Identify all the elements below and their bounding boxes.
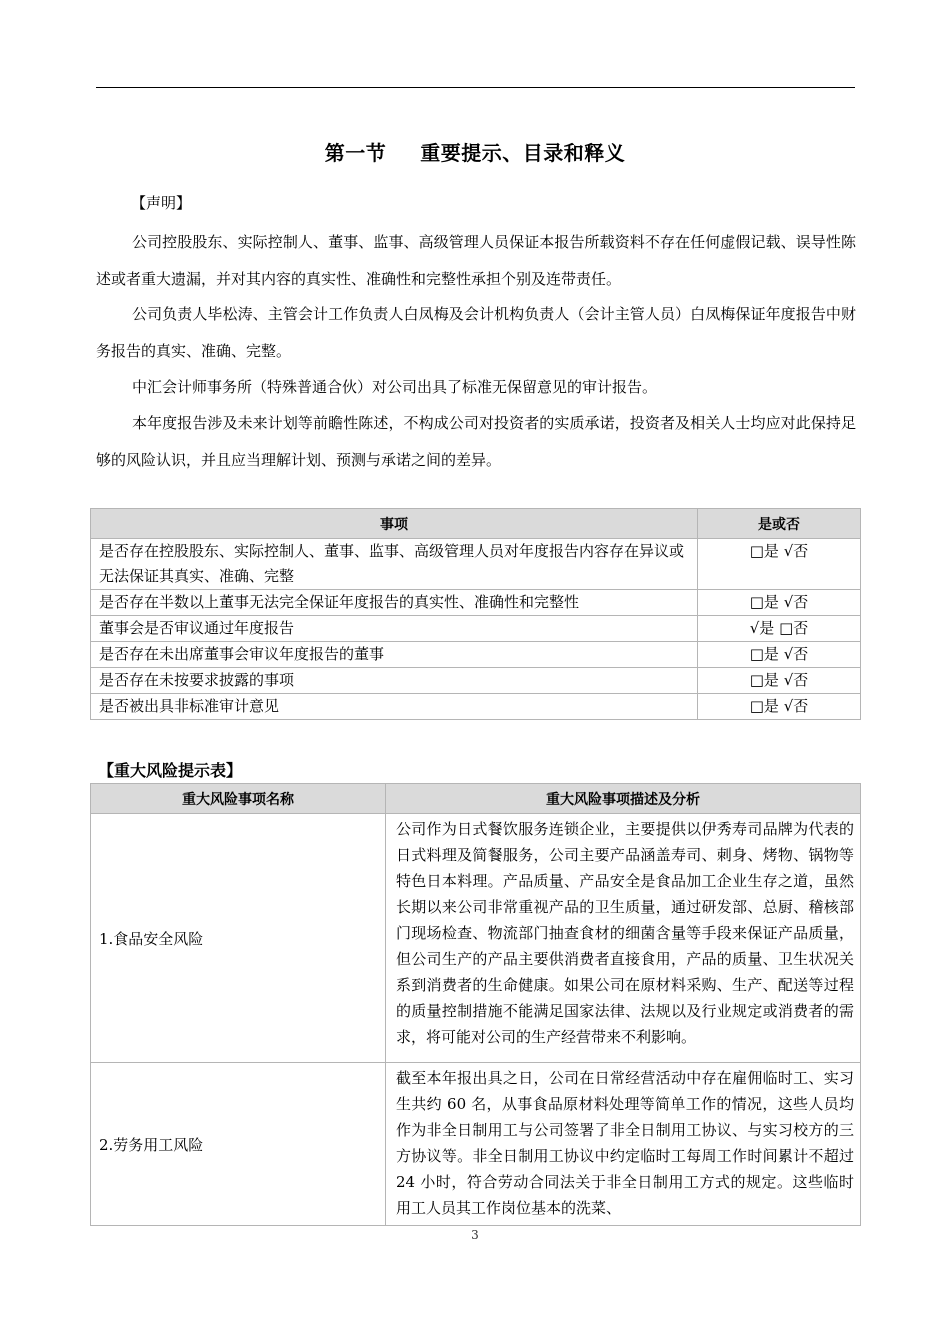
paragraph-guarantee: 公司控股股东、实际控制人、董事、监事、高级管理人员保证本报告所载资料不存在任何虚假记载、误导性陈述或者重大遗漏，并对其内容的真实性、准确性和完整性承担个别及连带责任。: [96, 233, 856, 288]
matters-header-item: 事项: [91, 509, 698, 539]
risk-table: [90, 783, 861, 1226]
matters-answer: □是 √否: [698, 590, 861, 616]
matters-table-header: [91, 509, 861, 539]
section-title: [0, 137, 950, 166]
matters-item: 是否存在半数以上董事无法完全保证年度报告的真实性、准确性和完整性: [91, 590, 698, 616]
matters-header-answer: 是或否: [698, 509, 861, 539]
risk-name: 1.食品安全风险: [91, 814, 386, 1063]
paragraph-forward-looking: 本年度报告涉及未来计划等前瞻性陈述，不构成公司对投资者的实质承诺，投资者及相关人士均应对此保持足够的风险认识，并且应当理解计划、预测与承诺之间的差异。: [96, 414, 856, 469]
table-row: [91, 539, 861, 590]
risk-table-header: [91, 784, 861, 814]
risk-header-description: 重大风险事项描述及分析: [386, 784, 861, 814]
section-title-text: 重要提示、目录和释义: [420, 141, 626, 165]
matters-item: 是否被出具非标准审计意见: [91, 694, 698, 720]
risk-header-name: 重大风险事项名称: [91, 784, 386, 814]
paragraph-responsible-persons: 公司负责人毕松涛、主管会计工作负责人白凤梅及会计机构负责人（会计主管人员）白凤梅保证年度报告中财务报告的真实、准确、完整。: [96, 305, 856, 360]
table-row: [91, 694, 861, 720]
table-row: [91, 814, 861, 1063]
table-row: [91, 642, 861, 668]
matters-answer: □是 √否: [698, 694, 861, 720]
risk-heading: 【重大风险提示表】: [98, 761, 243, 780]
matters-item: 董事会是否审议通过年度报告: [91, 616, 698, 642]
matters-table: [90, 508, 861, 720]
matters-answer: √是 □否: [698, 616, 861, 642]
table-row: [91, 1063, 861, 1226]
matters-answer: □是 √否: [698, 642, 861, 668]
table-row: [91, 668, 861, 694]
matters-item: 是否存在未出席董事会审议年度报告的董事: [91, 642, 698, 668]
matters-answer: □是 √否: [698, 539, 861, 590]
header-rule: [96, 87, 855, 88]
page-number: 3: [471, 1228, 479, 1242]
table-row: [91, 616, 861, 642]
statement-heading: 【声明】: [131, 194, 192, 212]
risk-name: 2.劳务用工风险: [91, 1063, 386, 1226]
table-row: [91, 590, 861, 616]
risk-description: 公司作为日式餐饮服务连锁企业，主要提供以伊秀寿司品牌为代表的日式料理及简餐服务，公司主要产品涵盖寿司、刺身、烤物、锅物等特色日本料理。产品质量、产品安全是食品加工企业生存之道，虽然长期以来公司非常重视产品的卫生质量，通过研发部、总厨、稽核部门现场检查、物流部门抽查食材的细菌含量等手段来保证产品质量，但公司生产的产品主要供消费者直接食用，产品的质量、卫生状况关系到消费者的生命健康。如果公司在原材料采购、生产、配送等过程的质量控制措施不能满足国家法律、法规以及行业规定或消费者的需求，将可能对公司的生产经营带来不利影响。: [386, 814, 861, 1063]
paragraph-auditor: 中汇会计师事务所（特殊普通合伙）对公司出具了标准无保留意见的审计报告。: [132, 378, 658, 396]
risk-description: 截至本年报出具之日，公司在日常经营活动中存在雇佣临时工、实习生共约 60 名，从事食品原材料处理等简单工作的情况，这些人员均作为非全日制用工与公司签署了非全日制用工协议、与实习校方的三方协议等。非全日制用工协议中约定临时工每周工作时间累计不超过 24 小时，符合劳动合同法关于非全日制用工方式的规定。这些临时用工人员其工作岗位基本的洗菜、: [386, 1063, 861, 1226]
matters-item: 是否存在控股股东、实际控制人、董事、监事、高级管理人员对年度报告内容存在异议或无法保证其真实、准确、完整: [91, 539, 698, 590]
section-number: 第一节: [324, 141, 387, 165]
matters-item: 是否存在未按要求披露的事项: [91, 668, 698, 694]
matters-answer: □是 √否: [698, 668, 861, 694]
